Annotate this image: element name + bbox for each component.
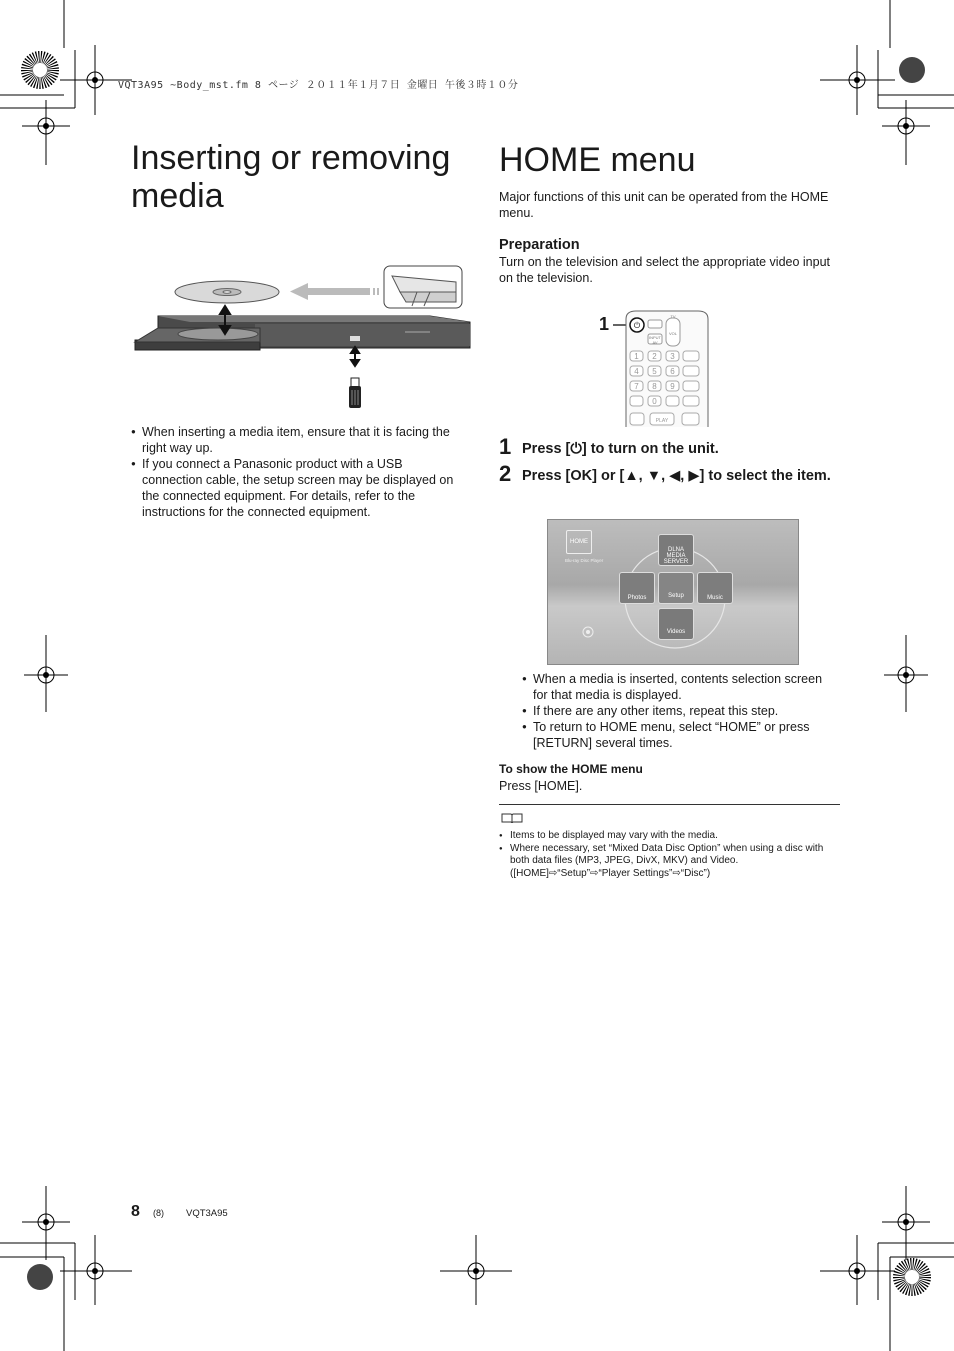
menu-item-label: Setup xyxy=(668,593,684,599)
page-number: 8 xyxy=(131,1203,140,1220)
step-text: Press [⏻] to turn on the unit. xyxy=(522,441,719,457)
menu-item-label: DLNA MEDIA SERVER xyxy=(663,547,689,565)
vol-key-label: VOL xyxy=(668,331,678,336)
key-8: 8 xyxy=(652,382,657,391)
note-book-icon xyxy=(501,812,523,823)
page-number-paren: (8) xyxy=(153,1208,164,1218)
list-item: ● When inserting a media item, ensure that it is facing the right way up. xyxy=(131,424,463,456)
right-notes xyxy=(522,671,840,751)
print-header-line: VQT3A95 ~Body_mst.fm 8 ページ ２０１１年１月７日 金曜日 午後３時１０分 xyxy=(118,80,519,91)
power-icon: ⏻ xyxy=(633,321,641,330)
left-notes xyxy=(131,424,463,520)
intro-text: Major functions of this unit can be operated from the HOME menu. xyxy=(499,190,829,220)
list-item: ● When a media is inserted, contents selection screen for that media is displayed. xyxy=(522,671,840,703)
home-menu-screen xyxy=(547,519,799,665)
disc-insert-illustration xyxy=(130,262,475,412)
menu-item-music[interactable] xyxy=(697,572,733,604)
show-home-text: Press [HOME]. xyxy=(499,779,583,793)
title-line-1: Inserting or removing xyxy=(131,139,451,177)
key-3: 3 xyxy=(670,352,675,361)
list-item: ● If there are any other items, repeat this step. xyxy=(522,703,840,719)
step-2 xyxy=(499,461,844,486)
key-1: 1 xyxy=(634,352,639,361)
key-6: 6 xyxy=(670,367,675,376)
tv-key-label: TV xyxy=(670,314,676,319)
key-4: 4 xyxy=(634,367,639,376)
av-key-label: AV xyxy=(652,340,658,345)
key-7: 7 xyxy=(634,382,639,391)
player-subtitle: Blu-ray Disc Player xyxy=(565,558,604,563)
divider xyxy=(499,804,840,805)
home-button[interactable]: HOME xyxy=(566,530,592,554)
preparation-heading: Preparation xyxy=(499,237,580,253)
step-text: Press [OK] or [▲, ▼, ◀, ▶] to select the item. xyxy=(522,468,831,484)
model-code: VQT3A95 xyxy=(186,1208,228,1219)
menu-item-dlna[interactable] xyxy=(658,534,694,566)
remote-control-illustration xyxy=(610,309,710,427)
step-number: 2 xyxy=(499,461,512,486)
step-1 xyxy=(499,434,844,459)
callout-number: 1 xyxy=(599,314,610,334)
step-number: 1 xyxy=(499,434,512,459)
title-line-2: media xyxy=(131,177,224,215)
menu-item-photos[interactable] xyxy=(619,572,655,604)
menu-item-label: Photos xyxy=(627,595,647,601)
list-item: ● Items to be displayed may vary with the media. xyxy=(499,830,841,843)
show-home-heading: To show the HOME menu xyxy=(499,762,643,776)
small-notes xyxy=(499,830,841,880)
key-0: 0 xyxy=(652,397,657,406)
usb-stick-icon xyxy=(349,378,361,408)
home-menu-title: HOME menu xyxy=(499,141,696,179)
preparation-text: Turn on the television and select the appropriate video input on the television. xyxy=(499,255,830,285)
left-section-title xyxy=(131,139,471,215)
key-2: 2 xyxy=(652,352,657,361)
menu-item-setup[interactable] xyxy=(658,572,694,604)
zoom-inset xyxy=(384,266,462,308)
insert-arrow-icon xyxy=(290,283,379,300)
menu-item-videos[interactable] xyxy=(658,608,694,640)
list-item: ● If you connect a Panasonic product with a USB connection cable, the setup screen may be displayed on the connected equipment. For details, refer to the instructions for the connected equipment. xyxy=(131,456,463,520)
list-item: ● Where necessary, set “Mixed Data Disc Option” when using a disc with both data files (MP3, JPEG, DivX, MKV) and Video. ([HOME]⇨“Setup”⇨“Player Settings”⇨“Disc”) xyxy=(499,843,841,881)
menu-item-label: Videos xyxy=(666,629,686,635)
key-5: 5 xyxy=(652,367,657,376)
input-key-label: INPUT xyxy=(649,335,661,340)
play-key-label: PLAY xyxy=(655,418,669,424)
menu-item-label: Music xyxy=(707,595,723,601)
key-9: 9 xyxy=(670,382,675,391)
list-item: ● To return to HOME menu, select “HOME” or press [RETURN] several times. xyxy=(522,719,840,751)
